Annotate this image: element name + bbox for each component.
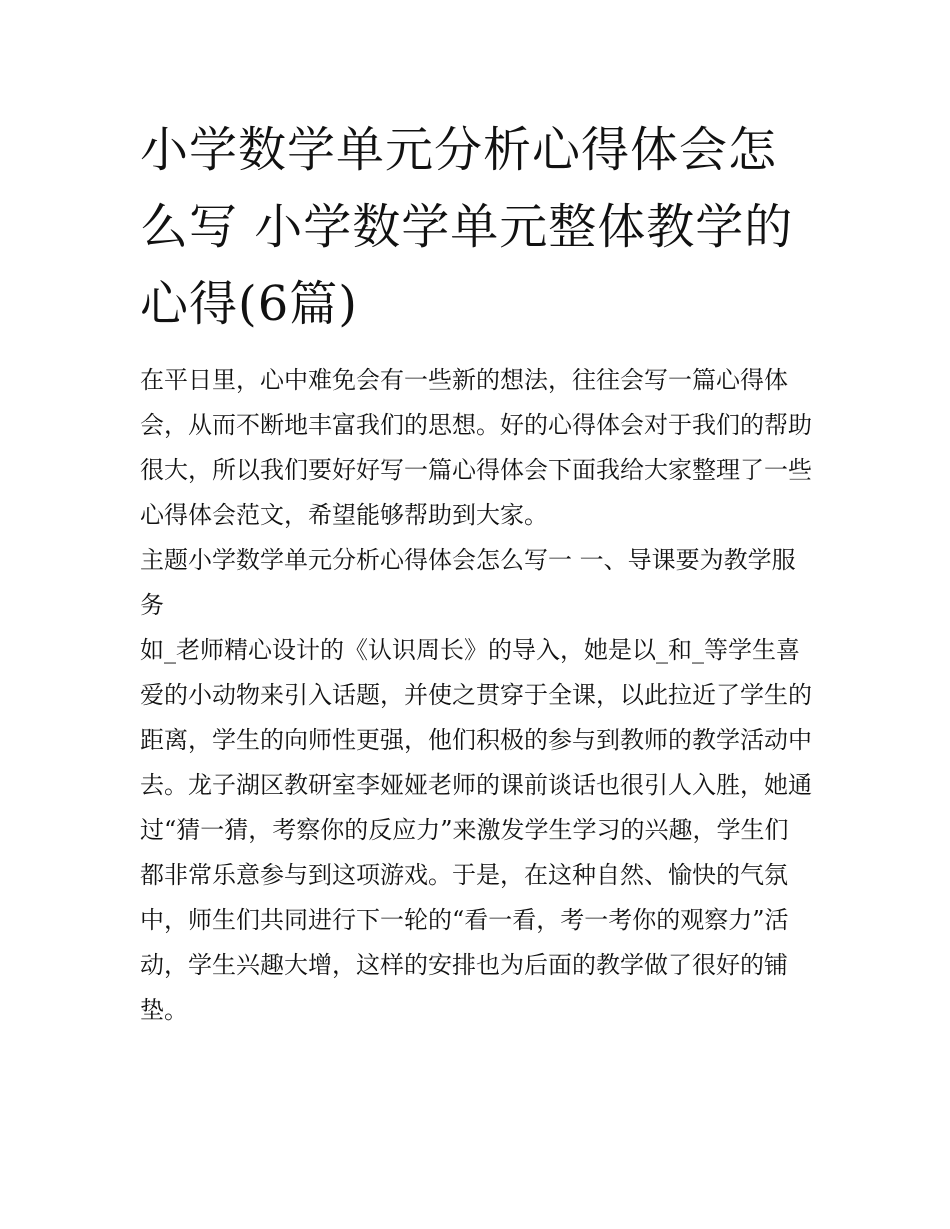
section-heading: 主题小学数学单元分析心得体会怎么写一 一、导课要为教学服务 (140, 546, 796, 619)
document-body (140, 358, 812, 1033)
document-title: 小学数学单元分析心得体会怎么写 小学数学单元整体教学的心得(6篇) (140, 122, 794, 332)
intro-paragraph: 在平日里，心中难免会有一些新的想法，往往会写一篇心得体会，从而不断地丰富我们的思想。好的心得体会对于我们的帮助很大，所以我们要好好写一篇心得体会下面我给大家整理了一些心得体会范文，希望能够帮助到大家。 (140, 366, 812, 529)
body-paragraph: 如_老师精心设计的《认识周长》的导入，她是以_和_等学生喜爱的小动物来引入话题，并使之贯穿于全课，以此拉近了学生的距离，学生的向师性更强，他们积极的参与到教师的教学活动中去。龙子湖区教研室李娅娅老师的课前谈话也很引人入胜，她通过“猜一猜，考察你的反应力”来激发学生学习的兴趣，学生们都非常乐意参与到这项游戏。于是，在这种自然、愉快的气氛中，师生们共同进行下一轮的“看一看，考一考你的观察力”活动，学生兴趣大增，这样的安排也为后面的教学做了很好的铺垫。 (140, 636, 812, 1024)
